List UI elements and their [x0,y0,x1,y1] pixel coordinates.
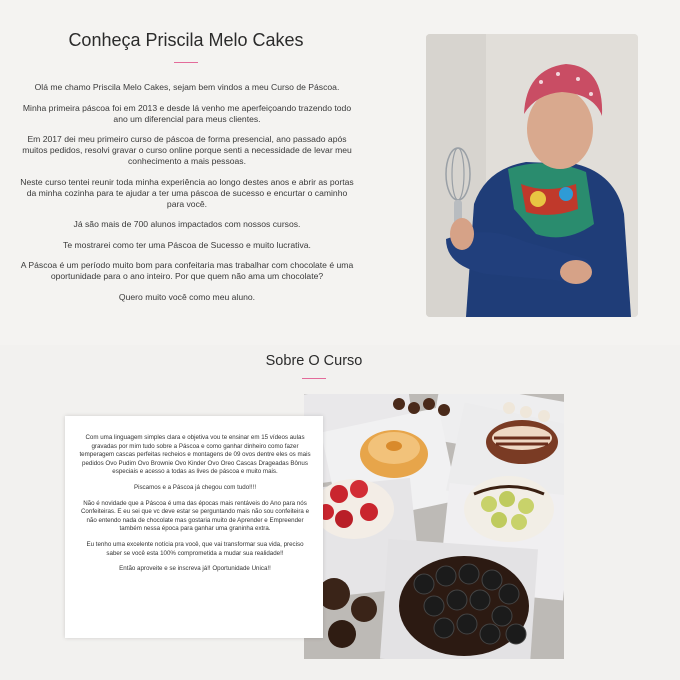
course-title-underline [302,378,326,379]
course-paragraph: Com uma linguagem simples clara e objetiva vou te ensinar em 15 vídeos aulas gravadas por mim tudo sobre a Páscoa e como ganhar dinheiro como fazer temperagem cascas perfeitas recheios e montagens de 09 ovos dentre eles os mais pedidos Ovo Pudim Ovo Brownie Ovo Kinder Ovo Oreo Cascas Drageadas Bônus especiais e acesso a todas as lives de páscoa e muito mais. [79,434,311,476]
course-paragraph: Eu tenho uma excelente notícia pra você, que vai transformar sua vida, preciso saber se você esta 100% comprometida a mudar sua realidade!! [86,540,304,557]
course-paragraph: Não é novidade que a Páscoa é uma das épocas mais rentáveis do Ano para nós Confeiteiras. E eu sei que vc deve estar se perguntando mais não sou confeiteira e não entendo nada de chocolate mas gostaria muito de Aprender e Empreender também nessa época para ganhar uma graninha extra. [80,499,310,533]
about-paragraph: Olá me chamo Priscila Melo Cakes, sejam bem vindos a meu Curso de Páscoa. [34,82,340,92]
course-paragraph: Então aproveite e se inscreva já!! Oportunidade Unica!! [119,565,271,573]
portrait-photo [426,34,638,317]
about-paragraph: Em 2017 dei meu primeiro curso de páscoa de forma presencial, ano passado após muitos pedidos, resolvi gravar o curso online porque senti a necessidade de levar meu conhecimento a mais pessoas. [22,134,352,166]
easter-eggs-photo [304,394,564,659]
course-paragraph: Piscamos e a Páscoa já chegou com tudo!!!! [133,483,257,491]
about-paragraph: A Páscoa é um período muito bom para confeitaria mas trabalhar com chocolate é uma oportunidade para o ano inteiro. Por que quem não ama um chocolate? [20,260,354,281]
about-text [18,82,356,312]
about-title: Conheça Priscila Melo Cakes [68,30,304,50]
about-paragraph: Neste curso tentei reunir toda minha experiência ao longo destes anos e abrir as portas da minha cozinha para te ajudar a ter uma páscoa de sucesso e encurtar o caminho para você. [20,176,354,209]
about-paragraph: Minha primeira páscoa foi em 2013 e desde lá venho me aperfeiçoando trazendo todo ano um diferencial para meus clientes. [22,102,352,124]
about-paragraph: Quero muito você como meu aluno. [118,291,256,302]
easter-eggs-illustration [304,394,564,659]
portrait-illustration [426,34,638,317]
about-paragraph: Já são mais de 700 alunos impactados com nossos cursos. [73,219,301,229]
course-description-card [65,416,323,638]
about-paragraph: Te mostrarei como ter uma Páscoa de Sucesso e muito lucrativa. [63,239,311,250]
about-title-underline [174,62,198,63]
course-title: Sobre O Curso [265,353,363,369]
